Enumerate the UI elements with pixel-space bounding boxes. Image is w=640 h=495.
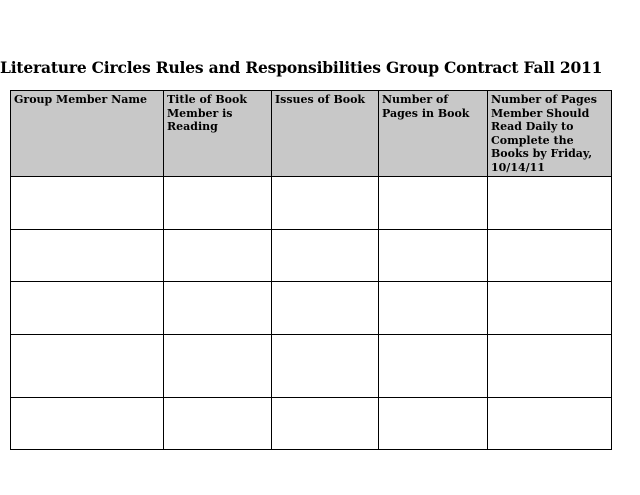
cell-pages-per-day[interactable] bbox=[488, 230, 612, 282]
cell-member-name[interactable] bbox=[11, 282, 164, 335]
cell-page-count[interactable] bbox=[379, 177, 488, 230]
table-row bbox=[11, 282, 612, 335]
cell-page-count[interactable] bbox=[379, 335, 488, 398]
cell-page-count[interactable] bbox=[379, 282, 488, 335]
cell-issues[interactable] bbox=[272, 230, 379, 282]
contract-table bbox=[10, 90, 612, 450]
table-row bbox=[11, 230, 612, 282]
header-issues-of-book: Issues of Book bbox=[272, 91, 379, 177]
cell-pages-per-day[interactable] bbox=[488, 398, 612, 450]
cell-pages-per-day[interactable] bbox=[488, 282, 612, 335]
cell-member-name[interactable] bbox=[11, 230, 164, 282]
cell-member-name[interactable] bbox=[11, 398, 164, 450]
cell-book-title[interactable] bbox=[164, 177, 272, 230]
table-row bbox=[11, 177, 612, 230]
header-group-member-name: Group Member Name bbox=[11, 91, 164, 177]
cell-issues[interactable] bbox=[272, 177, 379, 230]
cell-issues[interactable] bbox=[272, 335, 379, 398]
cell-member-name[interactable] bbox=[11, 335, 164, 398]
cell-issues[interactable] bbox=[272, 282, 379, 335]
cell-pages-per-day[interactable] bbox=[488, 335, 612, 398]
cell-pages-per-day[interactable] bbox=[488, 177, 612, 230]
cell-book-title[interactable] bbox=[164, 335, 272, 398]
cell-book-title[interactable] bbox=[164, 282, 272, 335]
table-row bbox=[11, 335, 612, 398]
cell-member-name[interactable] bbox=[11, 177, 164, 230]
header-number-of-pages: Number of Pages in Book bbox=[379, 91, 488, 177]
header-pages-per-day: Number of Pages Member Should Read Daily to Complete the Books by Friday, 10/14/11 bbox=[488, 91, 612, 177]
cell-page-count[interactable] bbox=[379, 398, 488, 450]
table-row bbox=[11, 398, 612, 450]
cell-page-count[interactable] bbox=[379, 230, 488, 282]
header-book-title: Title of Book Member is Reading bbox=[164, 91, 272, 177]
cell-issues[interactable] bbox=[272, 398, 379, 450]
header-row bbox=[11, 91, 612, 177]
document-title: Literature Circles Rules and Responsibilities Group Contract Fall 2011 bbox=[0, 58, 603, 77]
cell-book-title[interactable] bbox=[164, 230, 272, 282]
cell-book-title[interactable] bbox=[164, 398, 272, 450]
